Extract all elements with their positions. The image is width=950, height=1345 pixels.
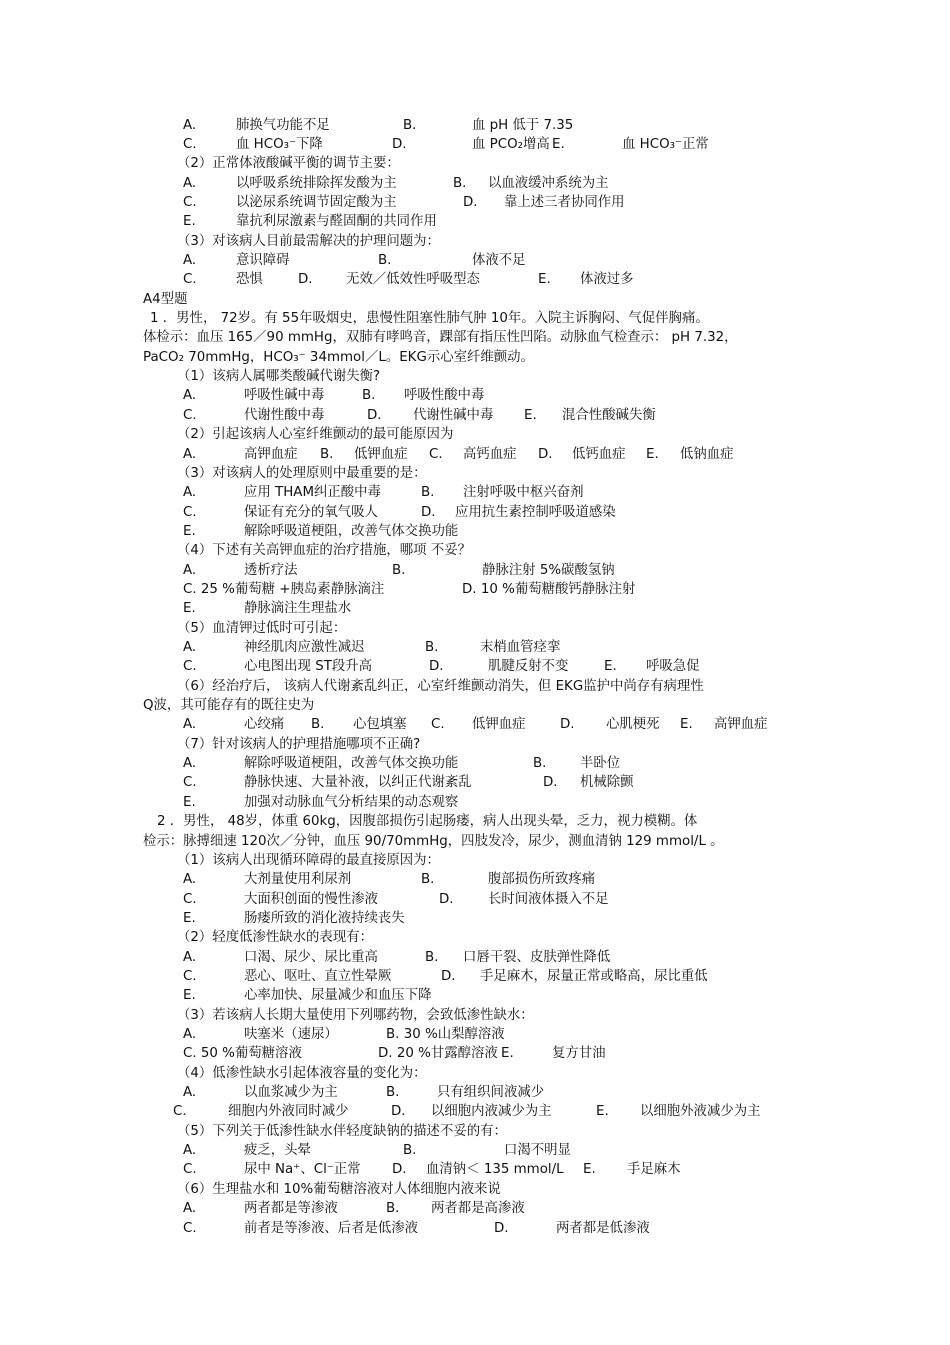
line-segment: B.	[421, 485, 435, 501]
line-segment: E.	[183, 988, 196, 1004]
line-segment: 两者都是高渗液	[431, 1201, 525, 1217]
line-segment: B.	[392, 562, 406, 578]
line-segment: 低钾血症	[472, 717, 526, 733]
line-segment: C.	[183, 775, 197, 791]
line-segment: （2）正常体液酸碱平衡的调节主要：	[177, 156, 400, 172]
line-segment: 代谢性碱中毒	[413, 407, 494, 423]
line-segment: （6）经治疗后， 该病人代谢紊乱纠正，心室纤维颤动消失，但 EKG监护中尚存有病理性	[177, 678, 704, 694]
line-segment: 静脉滴注生理盐水	[244, 601, 352, 617]
line-segment: 混合性酸碱失衡	[562, 407, 656, 423]
line-segment: B.	[421, 872, 435, 888]
line-segment: C.	[173, 1104, 187, 1120]
line-segment: C.	[183, 272, 197, 288]
line-segment: 体检示：血压 165／90 mmHg，双肺有哮鸣音，踝部有指压性凹陷。动脉血气检查示： pH 7.32，	[143, 330, 738, 346]
line-segment: 大剂量使用利尿剂	[244, 872, 352, 888]
line-segment: 肺换气功能不足	[236, 117, 330, 133]
line-segment: （3）对该病人的处理原则中最重要的是：	[177, 465, 427, 481]
line-segment: 腹部损伤所致疼痛	[488, 872, 596, 888]
line-segment: PaCO₂ 70mmHg，HCO₃⁻ 34mmol／L。EKG示心室纤维颤动。	[143, 349, 534, 365]
line-segment: B.	[403, 117, 417, 133]
line-segment: A.	[183, 485, 197, 501]
line-segment: E.	[501, 1046, 514, 1062]
line-segment: 两者都是等渗液	[244, 1201, 338, 1217]
line-segment: （3）若该病人长期大量使用下列哪药物，会致低渗性缺水：	[177, 1007, 534, 1023]
line-segment: C. 25 %葡萄糖 +胰岛素静脉滴注	[183, 581, 385, 597]
line-segment: 以泌尿系统调节固定酸为主	[236, 194, 397, 210]
line-segment: C.	[183, 504, 197, 520]
line-segment: 口渴不明显	[504, 1143, 571, 1159]
line-segment: D.	[421, 504, 436, 520]
line-segment: A.	[183, 949, 197, 965]
line-segment: 无效／低效性呼吸型态	[346, 272, 480, 288]
line-segment: B.	[425, 949, 439, 965]
line-segment: B.	[362, 388, 376, 404]
line-segment: E.	[183, 214, 196, 230]
line-segment: D.	[543, 775, 558, 791]
line-segment: D.	[392, 136, 407, 152]
line-segment: A.	[183, 388, 197, 404]
line-segment: （3）对该病人目前最需解决的护理问题为：	[177, 233, 440, 249]
line-segment: （6）生理盐水和 10%葡萄糖溶液对人体细胞内液来说	[177, 1181, 501, 1197]
line-segment: B.	[453, 175, 467, 191]
line-segment: B.	[386, 1201, 400, 1217]
line-segment: 前者是等渗液、后者是低渗液	[244, 1220, 419, 1236]
line-segment: D.	[538, 446, 553, 462]
line-segment: E.	[183, 910, 196, 926]
line-segment: 手足麻木，尿量正常或略高，尿比重低	[480, 968, 708, 984]
line-segment: （4）下述有关高钾血症的治疗措施，哪项 不妥？	[177, 543, 471, 559]
line-segment: 血 HCO₃⁻下降	[236, 136, 323, 152]
line-segment: 呼吸急促	[646, 659, 700, 675]
line-segment: 两者都是低渗液	[556, 1220, 650, 1236]
line-segment: 口唇干裂、皮肤弹性降低	[463, 949, 611, 965]
line-segment: C.	[183, 968, 197, 984]
line-segment: 低钾血症	[354, 446, 408, 462]
line-segment: D.	[367, 407, 382, 423]
line-segment: C.	[183, 194, 197, 210]
line-segment: 心包填塞	[353, 717, 407, 733]
line-segment: 2 ．男性， 48岁，体重 60kg，因腹部损伤引起肠瘘，病人出现头晕，乏力，视力模糊。体	[157, 814, 698, 830]
line-segment: D.	[494, 1220, 509, 1236]
line-segment: E.	[604, 659, 617, 675]
line-segment: （2）轻度低渗性缺水的表现有：	[177, 930, 373, 946]
line-segment: A.	[183, 562, 197, 578]
line-segment: C.	[183, 407, 197, 423]
line-segment: A.	[183, 1143, 197, 1159]
line-segment: 静脉注射 5%碳酸氢钠	[482, 562, 615, 578]
line-segment: 呋塞米（速尿）	[244, 1027, 338, 1042]
line-segment: B.	[533, 756, 547, 772]
line-segment: D.	[463, 194, 478, 210]
line-segment: 以细胞外液减少为主	[640, 1104, 761, 1120]
line-segment: B.	[403, 1143, 417, 1159]
line-segment: D.	[298, 272, 313, 288]
line-segment: E.	[183, 523, 196, 539]
line-segment: D.	[392, 1162, 407, 1178]
line-segment: 以细胞内液减少为主	[431, 1104, 552, 1120]
line-segment: 疲乏，头晕	[244, 1143, 311, 1159]
line-segment: E.	[680, 717, 693, 733]
line-segment: D.	[560, 717, 575, 733]
line-segment: C.	[183, 1220, 197, 1236]
line-segment: （5）血清钾过低时可引起：	[177, 620, 347, 636]
line-segment: D.	[429, 659, 444, 675]
line-segment: 细胞内外液同时减少	[228, 1104, 349, 1120]
line-segment: A.	[183, 640, 197, 655]
line-segment: 加强对动脉血气分析结果的动态观察	[244, 794, 459, 810]
line-segment: C.	[183, 1162, 197, 1178]
line-segment: D. 20 %甘露醇溶液	[378, 1046, 498, 1062]
line-segment: A.	[183, 446, 197, 462]
line-segment: C.	[183, 136, 197, 152]
line-segment: A.	[183, 717, 197, 733]
line-segment: 手足麻木	[627, 1162, 681, 1178]
line-segment: C.	[429, 446, 443, 462]
line-segment: 血 HCO₃⁻正常	[622, 136, 709, 152]
line-segment: E.	[183, 601, 196, 617]
line-segment: 体液过多	[580, 272, 634, 288]
line-segment: 半卧位	[580, 756, 621, 772]
line-segment: （5）下列关于低渗性缺水伴轻度缺钠的描述不妥的有：	[177, 1123, 507, 1139]
line-segment: 代谢性酸中毒	[244, 407, 325, 423]
line-segment: A.	[183, 117, 197, 133]
line-segment: B.	[320, 446, 334, 462]
line-segment: D.	[441, 968, 456, 984]
line-segment: 肌腱反射不变	[488, 659, 569, 675]
line-segment: 呼吸性酸中毒	[404, 388, 485, 404]
line-segment: 血 PCO₂增高	[472, 136, 550, 152]
line-segment: 保证有充分的氧气吸人	[244, 504, 378, 520]
line-segment: （1）该病人属哪类酸碱代谢失衡?	[177, 369, 381, 385]
line-segment: A.	[183, 253, 197, 268]
line-segment: 高钾血症	[714, 717, 768, 733]
line-segment: C.	[431, 717, 445, 733]
line-segment: A4型题	[143, 291, 188, 307]
line-segment: 心肌梗死	[606, 717, 660, 733]
line-segment: 血清钠＜ 135 mmol/L	[426, 1162, 564, 1178]
line-segment: 应用 THAM纠正酸中毒	[244, 485, 381, 501]
line-segment: 1 ．男性， 72岁。有 55年吸烟史，患慢性阻塞性肺气肿 10年。入院主诉胸闷、气促伴胸痛。	[150, 311, 709, 326]
line-segment: B.	[311, 717, 325, 733]
line-segment: 解除呼吸道梗阻，改善气体交换功能	[244, 523, 459, 539]
line-segment: 靠抗利尿激素与醛固酮的共同作用	[236, 214, 437, 230]
line-segment: 高钙血症	[463, 446, 517, 462]
line-segment: B. 30 %山梨醇溶液	[386, 1027, 505, 1042]
line-segment: （7）针对该病人的护理措施哪项不正确?	[177, 736, 421, 752]
line-segment: A.	[183, 1201, 197, 1217]
line-segment: A.	[183, 872, 197, 888]
line-segment: E.	[538, 272, 551, 288]
line-segment: 复方甘油	[552, 1046, 606, 1062]
line-segment: （2）引起该病人心室纤维颤动的最可能原因为	[177, 427, 454, 443]
line-segment: E.	[552, 136, 565, 152]
line-segment: 静脉快速、大量补液，以纠正代谢紊乱	[244, 775, 472, 791]
line-segment: 解除呼吸道梗阻，改善气体交换功能	[244, 756, 459, 772]
line-segment: 高钾血症	[244, 446, 298, 462]
line-segment: 心率加快、尿量减少和血压下降	[244, 988, 432, 1004]
line-segment: A.	[183, 756, 197, 772]
line-segment: A.	[183, 1027, 197, 1042]
line-segment: 肠瘘所致的消化液持续丧失	[244, 910, 405, 926]
line-segment: C. 50 %葡萄糖溶液	[183, 1046, 302, 1062]
line-segment: D. 10 %葡萄糖酸钙静脉注射	[462, 581, 636, 597]
line-segment: 口渴、尿少、尿比重高	[244, 949, 378, 965]
line-segment: 检示：脉搏细速 120次／分钟，血压 90/70mmHg，四肢发冷，尿少，测血清钠 129 mmol/L 。	[143, 833, 724, 849]
line-segment: 低钙血症	[572, 446, 626, 462]
line-segment: B.	[425, 640, 439, 655]
line-segment: 体液不足	[472, 253, 526, 268]
line-segment: E.	[583, 1162, 596, 1178]
line-segment: 注射呼吸中枢兴奋剂	[463, 485, 584, 501]
line-segment: 神经肌肉应激性减迟	[244, 640, 365, 655]
line-segment: 意识障碍	[236, 253, 290, 268]
line-segment: （1）该病人出现循环障碍的最直接原因为：	[177, 852, 440, 868]
line-segment: 以血浆减少为主	[244, 1085, 338, 1100]
line-segment: B.	[378, 253, 392, 268]
line-segment: 应用抗生素控制呼吸道感染	[455, 504, 616, 520]
line-segment: （4）低渗性缺水引起体液容量的变化为：	[177, 1065, 427, 1081]
line-segment: 心电图出现 ST段升高	[244, 659, 373, 675]
line-segment: 血 pH 低于 7.35	[472, 117, 574, 133]
line-segment: Q波，其可能存有的既往史为	[143, 698, 315, 713]
line-segment: E.	[183, 794, 196, 810]
line-segment: C.	[183, 659, 197, 675]
line-segment: D.	[439, 891, 454, 907]
line-segment: 长时间液体摄入不足	[488, 891, 609, 907]
line-segment: 大面积创面的慢性渗液	[244, 891, 378, 907]
line-segment: 只有组织间液减少	[437, 1085, 545, 1100]
line-segment: 尿中 Na⁺、Cl⁻正常	[244, 1162, 361, 1178]
line-segment: D.	[391, 1104, 406, 1120]
line-segment: 以呼吸系统排除挥发酸为主	[236, 175, 397, 191]
line-segment: E.	[646, 446, 659, 462]
line-segment: 恐惧	[236, 272, 263, 288]
line-segment: 低钠血症	[680, 446, 734, 462]
line-segment: 以血液缓冲系统为主	[488, 175, 609, 191]
line-segment: 恶心、呕吐、直立性晕厥	[244, 968, 392, 984]
line-segment: E.	[596, 1104, 609, 1120]
line-segment: B.	[386, 1085, 400, 1100]
line-segment: 呼吸性碱中毒	[244, 388, 325, 404]
line-segment: A.	[183, 1085, 197, 1100]
line-segment: E.	[524, 407, 537, 423]
line-segment: 末梢血管痉挛	[480, 640, 561, 655]
line-segment: 靠上述三者协同作用	[504, 194, 625, 210]
line-segment: A.	[183, 175, 197, 191]
line-segment: C.	[183, 891, 197, 907]
line-segment: 心绞痛	[244, 717, 285, 733]
line-segment: 机械除颤	[580, 775, 634, 791]
line-segment: 透析疗法	[244, 562, 298, 578]
